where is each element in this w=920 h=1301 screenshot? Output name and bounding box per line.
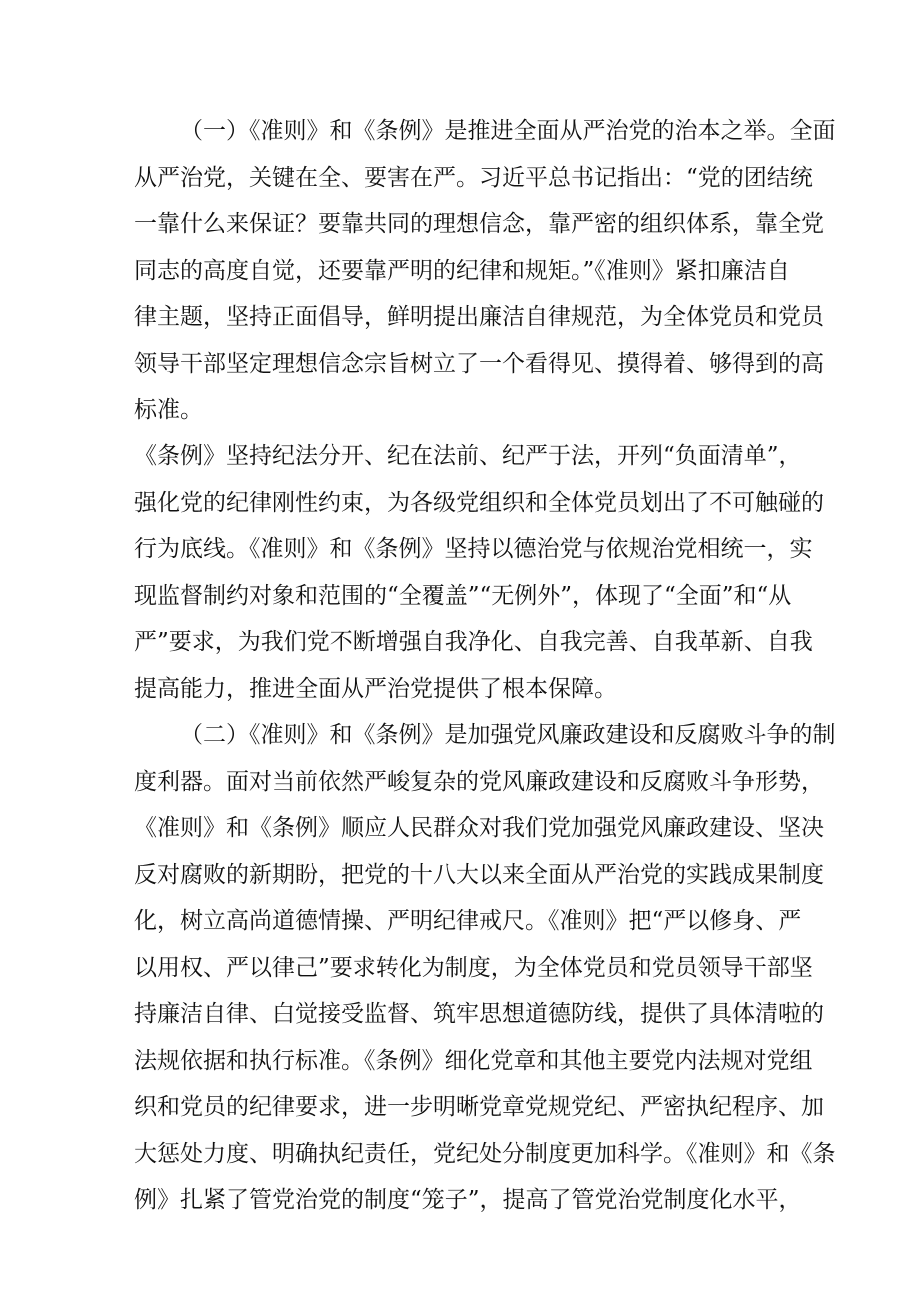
- paragraph-line: 以用权、严以律己”要求转化为制度，为全体党员和党员领导干部坚: [134, 955, 813, 981]
- paragraph-line: 提高能力，推进全面从严治党提供了根本保障。: [134, 676, 617, 702]
- paragraph-line: 织和党员的纪律要求，进一步明晰党章党规党纪、严密执纪程序、加: [134, 1094, 824, 1120]
- paragraph-line: 严”要求，为我们党不断增强自我净化、自我完善、自我革新、自我: [134, 629, 813, 655]
- paragraph-line: 领导干部坚定理想信念宗旨树立了一个看得见、摸得着、够得到的高: [134, 351, 824, 377]
- paragraph-line: （一）《准则》和《条例》是推进全面从严治党的治本之举。全面: [180, 118, 836, 144]
- paragraph-line: （二）《准则》和《条例》是加强党风廉政建设和反腐败斗争的制: [180, 722, 836, 748]
- paragraph-line: 《准则》和《条例》顺应人民群众对我们党加强党风廉政建设、坚决: [134, 815, 824, 841]
- paragraph-line: 强化党的纪律刚性约束，为各级党组织和全体党员划出了不可触碰的: [134, 490, 824, 516]
- paragraph-line: 现监督制约对象和范围的“全覆盖”“无例外”，体现了“全面”和“从: [134, 583, 792, 609]
- paragraph-line: 化，树立高尚道德情操、严明纪律戒尺。《准则》把“严以修身、严: [134, 908, 802, 934]
- paragraph-line: 度利器。面对当前依然严峻复杂的党风廉政建设和反腐败斗争形势，: [134, 769, 824, 795]
- paragraph-line: 大惩处力度、明确执纪责任，党纪处分制度更加科学。《准则》和《条: [134, 1141, 836, 1167]
- paragraph-line: 一靠什么来保证？要靠共同的理想信念，靠严密的组织体系，靠全党: [134, 211, 824, 237]
- paragraph-line: 同志的高度自觉，还要靠严明的纪律和规矩。”《准则》紧扣廉洁自: [134, 258, 790, 284]
- paragraph-line: 从严治党，关键在全、要害在严。习近平总书记指出：“党的团结统: [134, 165, 813, 191]
- paragraph-line: 行为底线。《准则》和《条例》坚持以德治党与依规治党相统一，实: [134, 536, 813, 562]
- paragraph-line: 标准。: [134, 397, 203, 423]
- paragraph-line: 反对腐败的新期盼，把党的十八大以来全面从严治党的实践成果制度: [134, 862, 824, 888]
- paragraph-line: 律主题，坚持正面倡导，鲜明提出廉洁自律规范，为全体党员和党员: [134, 304, 824, 330]
- paragraph-line: 法规依据和执行标准。《条例》细化党章和其他主要党内法规对党组: [134, 1048, 813, 1074]
- paragraph-line: 《条例》坚持纪法分开、纪在法前、纪严于法，开列“负面清单”，: [134, 443, 802, 469]
- paragraph-line: 例》扎紧了管党治党的制度“笼子”，提高了管党治党制度化水平，: [134, 1187, 802, 1213]
- paragraph-line: 持廉洁自律、白觉接受监督、筑牢思想道德防线，提供了具体清啦的: [134, 1001, 824, 1027]
